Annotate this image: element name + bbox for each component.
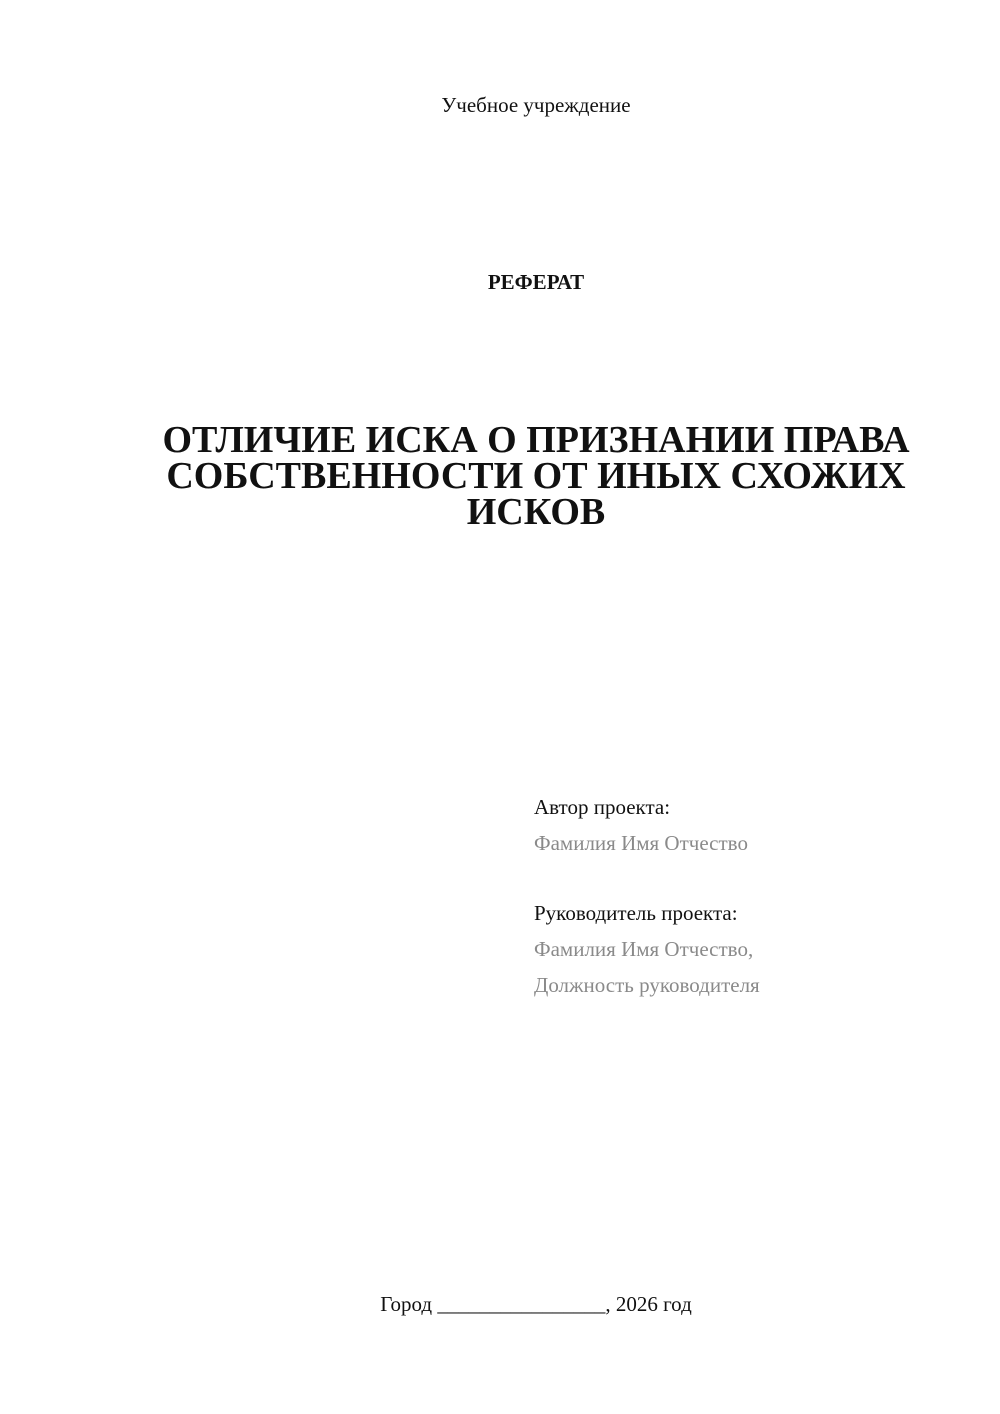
document-title (140, 419, 932, 533)
city-year-line: Город ________________, 2026 год (380, 1292, 692, 1316)
title-line-3: ИСКОВ (466, 491, 606, 533)
author-name: Фамилия Имя Отчество (534, 831, 748, 855)
supervisor-position: Должность руководителя (534, 973, 760, 997)
author-label: Автор проекта: (534, 795, 671, 819)
title-line-1: ОТЛИЧИЕ ИСКА О ПРИЗНАНИИ ПРАВА (162, 419, 910, 461)
supervisor-name: Фамилия Имя Отчество, (534, 937, 754, 961)
title-line-2: СОБСТВЕННОСТИ ОТ ИНЫХ СХОЖИХ (166, 455, 906, 497)
supervisor-label: Руководитель проекта: (534, 901, 738, 925)
institution-name: Учебное учреждение (441, 93, 631, 117)
document-type: РЕФЕРАТ (487, 270, 585, 294)
credits-spacer (534, 861, 974, 895)
credits-block (534, 789, 974, 1003)
